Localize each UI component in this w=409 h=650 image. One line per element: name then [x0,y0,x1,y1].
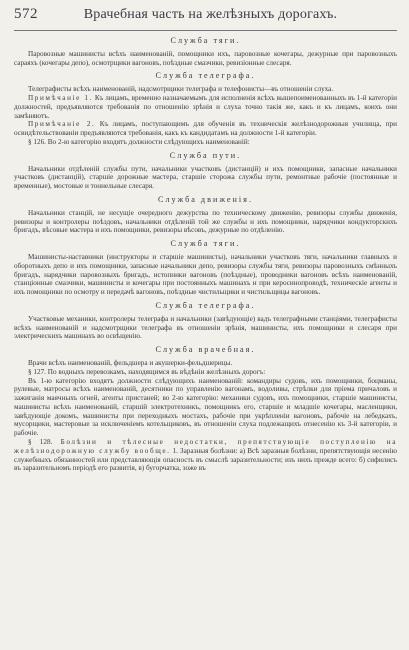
section-movement [14,196,397,235]
section-traction-2 [14,240,397,297]
note-label: Примѣчаніе 1. [28,93,93,102]
heading: Служба пути. [169,150,242,160]
paragraph: Начальники отдѣленій службы пути, начальники участковъ (дистанцій) и ихъ помощники, запасные начальники участковъ (дистанцій), старшіе дорожные мастера, старшіе сторожа службы пути, ремонтные рабочіе (постоянные и временные), мостовые и тоннельные слесаря. [14,164,397,191]
paragraph: Паровозные машинисты всѣхъ наименованій, помощники ихъ, паровозные кочегары, дежурные при паровозныхъ сараяхъ (кочегары депо), осмотрщики вагоновъ, поѣздные смазчики, ревизіонные слесаря. [14,49,397,67]
section-medical [14,346,397,473]
paragraph: Начальники станцій, не несущіе очередного дежурства по техническому движенію, ревизоры службы движенія, ревизоры и контролеры поѣздовъ, начальники отдѣленій той же службы и ихъ помощники, нарядчики кондукторскихъ бригадъ, вѣсовые мастера и ихъ помощники, ревизоры вѣсовъ, дежурные по отдѣленію. [14,208,397,235]
paragraph: Машинисты-наставники (инструкторы и старшіе машинисты), начальники участковъ тяги, начальники главныхъ и оборотныхъ депо и ихъ помощники, запасные начальники депо, ревизоры службы тяги, ревизоры паровозныхъ смѣнныхъ бригадъ, нарядчики паровозныхъ бригадъ, истопники вагоновъ (поѣздные), проводники вагоновъ всѣхъ наименованій, станціонные смазчики, машинисты и кочегары при постоянныхъ машинахъ и при керосинопроводѣ, техническіе агенты и ихъ помощники по осмотру и передачѣ вагоновъ, поѣздные чистильщики и чистильщицы вагоновъ. [14,252,397,297]
heading: Служба тяги. [170,36,241,45]
note-text: Къ лицамъ, временно назначаемымъ для исполненія всѣхъ вышепоименованныхъ въ 1-й категоріи должностей, предъявляются требованія по отношенію зрѣнія и слуха точно такія же, какъ и къ лицамъ, коихъ они замѣняютъ. [14,93,397,120]
note-label: Примѣчаніе 2. [28,120,96,129]
running-title: Врачебная часть на желѣзныхъ дорогахъ. [83,7,338,22]
section-telegraph-1 [14,72,397,146]
note-1 [14,94,397,120]
note-2 [14,120,397,138]
page-number: 572 [14,6,38,22]
heading: Служба врачебная. [155,345,256,355]
paragraph: Телеграфисты всѣхъ наименованій, надсмотрщики телеграфа и телефонисты—въ отношеніи слуха. [28,85,334,94]
spaced-text: Болѣзни и тѣлесные недостатки, препятствующіе поступленію на желѣзнодорожную службу вообще. [14,438,398,455]
paragraph-text: 1. Заразныя болѣзни: а) Всѣ заразныя болѣзни, препятствующія несенію служебныхъ обязанностей или представляющія опасность въ смыслѣ заразительности; изъ нихъ прежде всего: б) сифилисъ въ заразительномъ періодѣ его развитія, в) бугорчатка, зоже въ [14,446,397,473]
heading: Служба телеграфа. [155,300,256,310]
section-traction-1 [14,37,397,67]
section-number: § 128. [28,438,53,447]
heading: Служба движенія. [158,194,253,204]
paragraph: Въ 1-ю категорію входятъ должности слѣдующихъ наименованій: командиры судовъ, ихъ помощники, боцманы, рулевые, матросы всѣхъ наименованій, десятники по управленію вагонамъ, водоливы, стрѣлки для пріема причаловъ и зажиганія маячныхъ огней, агенты пристаней; во 2-ю категорію: механики судовъ, ихъ помощники, старшіе машинисты, машинисты всѣхъ наименованій, старшій электротехникъ, помощникъ его, старшіе и младшіе кочегары, масленщики, завѣдующіе докомъ, машинисты при переходныхъ мостахъ, рабочіе при укрѣпленіи вагоновъ, рабочіе на лебедкахъ, мусорщики, мастеровые за исключеніемъ котельщиковъ, въ отношеніи слуха подлежащихъ отнесенію къ 3-й категоріи, и рабочіе. [14,376,397,438]
heading: Служба тяги. [170,239,241,249]
running-header [14,6,397,31]
paragraph: Участковые механики, контролеры телеграфа и начальники (завѣдующіе) вадъ телеграфными станціями, телеграфисты всѣхъ наименованій и надсмотрщики телеграфа въ отношеніи зрѣнія, машинисты, ихъ помощники и слесаря при электрическихъ машинахъ во освѣщенію. [14,314,397,341]
section-track [14,152,397,191]
heading: Служба телеграфа. [155,71,256,81]
paragraph-128 [14,438,397,473]
section-telegraph-2 [14,302,397,341]
note-text: Къ лицамъ, поступающимъ для обученія въ техническія желѣзнодорожныя училища, при освидѣтельствованіи предъявляются требованія, какъ къ кандидатамъ на должности 1-й категоріи. [14,120,397,138]
paragraph: Врачи всѣхъ наименованій, фельдшера и акушерки-фельдшерицы. [28,358,233,367]
paragraph-127: § 127. По водныхъ перевозкамъ, находящимся въ вѣдѣніи желѣзныхъ дорогъ: [28,367,266,376]
paragraph-126: § 126. Во 2-ю категорію входятъ должности слѣдующихъ наименованій: [28,137,250,146]
